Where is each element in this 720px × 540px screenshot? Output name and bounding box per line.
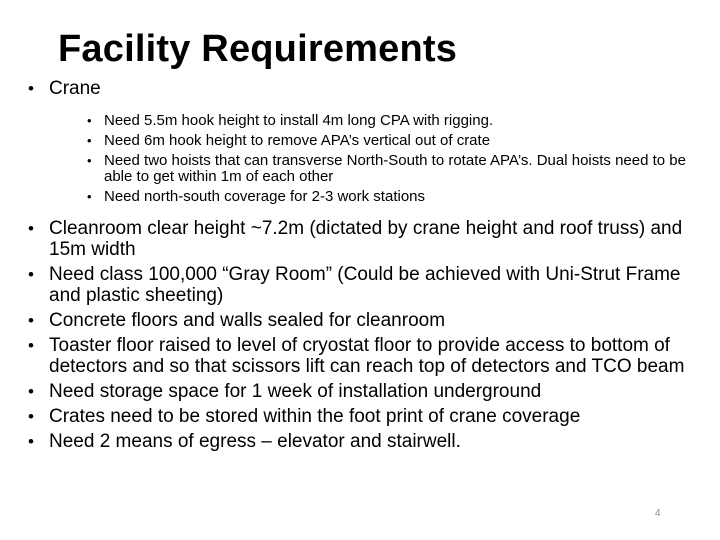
bullet-crane [28, 78, 700, 99]
bullet-item [28, 218, 700, 260]
page-number: 4 [655, 508, 661, 519]
bullet-item [28, 310, 700, 331]
sub-bullet-text: Need two hoists that can transverse North-South to rotate APA’s. Dual hoists need to be able to get within 1m of each other [104, 152, 686, 185]
bullet-dot-icon: • [28, 219, 34, 238]
sub-bullet [28, 153, 700, 185]
bullet-dot-icon: • [28, 79, 34, 98]
bullet-item [28, 264, 700, 306]
bullet-item [28, 431, 700, 452]
bullet-dot-icon: • [28, 336, 34, 355]
sub-bullet-text: Need north-south coverage for 2-3 work stations [104, 188, 425, 205]
bullet-dot-icon: • [28, 407, 34, 426]
slide-title: Facility Requirements [58, 28, 458, 70]
bullet-dot-icon: • [28, 432, 34, 451]
bullet-text: Concrete floors and walls sealed for cleanroom [49, 310, 446, 331]
sub-bullet [28, 133, 700, 149]
bullet-text: Need class 100,000 “Gray Room” (Could be achieved with Uni-Strut Frame and plastic sheeting) [49, 264, 681, 306]
bullet-dot-icon: • [28, 382, 34, 401]
bullet-text: Toaster floor raised to level of cryostat floor to provide access to bottom of detectors and so that scissors lift can reach top of detectors and TCO beam [49, 335, 685, 377]
bullet-text: Need 2 means of egress – elevator and stairwell. [49, 431, 461, 452]
sub-bullet [28, 113, 700, 129]
sub-bullet-dot-icon: • [87, 113, 92, 128]
bullet-list [28, 78, 700, 452]
bullet-dot-icon: • [28, 265, 34, 284]
bullet-text: Need storage space for 1 week of installation underground [49, 381, 542, 402]
bullet-item [28, 406, 700, 427]
sub-bullet-text: Need 6m hook height to remove APA’s vertical out of crate [104, 132, 491, 149]
sub-bullet-text: Need 5.5m hook height to install 4m long CPA with rigging. [104, 112, 494, 129]
bullet-text: Cleanroom clear height ~7.2m (dictated by crane height and roof truss) and 15m width [49, 218, 683, 260]
sub-bullet-dot-icon: • [87, 153, 92, 168]
bullet-text: Crates need to be stored within the foot print of crane coverage [49, 406, 581, 427]
bullet-dot-icon: • [28, 311, 34, 330]
sub-bullet-dot-icon: • [87, 133, 92, 148]
sub-bullet [28, 189, 700, 205]
bullet-text: Crane [49, 78, 101, 99]
bullet-item [28, 381, 700, 402]
sub-bullet-dot-icon: • [87, 189, 92, 204]
bullet-item [28, 335, 700, 377]
